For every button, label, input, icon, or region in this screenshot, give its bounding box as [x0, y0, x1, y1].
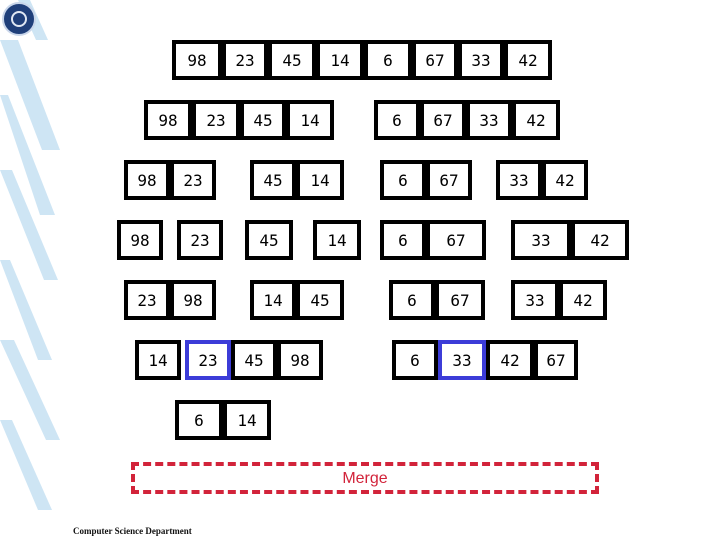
- array-cell: 14: [135, 340, 181, 380]
- array-cell: 6: [389, 280, 435, 320]
- array-cell: 6: [175, 400, 223, 440]
- array-cell: 42: [571, 220, 629, 260]
- array-cell: 23: [185, 340, 231, 380]
- array-cell: 67: [534, 340, 578, 380]
- array-cell: 33: [458, 40, 504, 80]
- merge-label: Merge: [342, 470, 388, 487]
- array-cell: 33: [438, 340, 486, 380]
- footer-department: Computer Science Department: [73, 526, 192, 536]
- array-cell: 6: [392, 340, 438, 380]
- array-cell: 98: [172, 40, 222, 80]
- array-cell: 14: [296, 160, 344, 200]
- array-cell: 67: [435, 280, 485, 320]
- array-cell: 45: [268, 40, 316, 80]
- array-cell: 98: [170, 280, 216, 320]
- array-cell: 42: [559, 280, 607, 320]
- array-cell: 33: [511, 280, 559, 320]
- array-cell: 33: [511, 220, 571, 260]
- array-cell: 98: [124, 160, 170, 200]
- array-cell: 33: [466, 100, 512, 140]
- array-cell: 14: [316, 40, 364, 80]
- array-cell: 42: [504, 40, 552, 80]
- array-cell: 42: [486, 340, 534, 380]
- array-cell: 42: [542, 160, 588, 200]
- array-cell: 23: [177, 220, 223, 260]
- array-cell: 45: [250, 160, 296, 200]
- array-cell: 14: [286, 100, 334, 140]
- array-cell: 45: [245, 220, 293, 260]
- array-cell: 6: [374, 100, 420, 140]
- array-cell: 45: [231, 340, 277, 380]
- array-cell: 42: [512, 100, 560, 140]
- array-cell: 98: [277, 340, 323, 380]
- university-seal-icon: [2, 2, 36, 36]
- array-cell: 45: [240, 100, 286, 140]
- array-cell: 23: [222, 40, 268, 80]
- array-cell: 67: [426, 220, 486, 260]
- array-cell: 23: [124, 280, 170, 320]
- array-cell: 45: [296, 280, 344, 320]
- array-cell: 6: [364, 40, 412, 80]
- array-cell: 14: [223, 400, 271, 440]
- array-cell: 6: [380, 220, 426, 260]
- array-cell: 14: [250, 280, 296, 320]
- array-cell: 33: [496, 160, 542, 200]
- array-cell: 23: [170, 160, 216, 200]
- array-cell: 67: [412, 40, 458, 80]
- array-cell: 23: [192, 100, 240, 140]
- array-cell: 6: [380, 160, 426, 200]
- array-cell: 67: [426, 160, 472, 200]
- array-cell: 14: [313, 220, 361, 260]
- array-cell: 98: [117, 220, 163, 260]
- array-cell: 67: [420, 100, 466, 140]
- array-cell: 98: [144, 100, 192, 140]
